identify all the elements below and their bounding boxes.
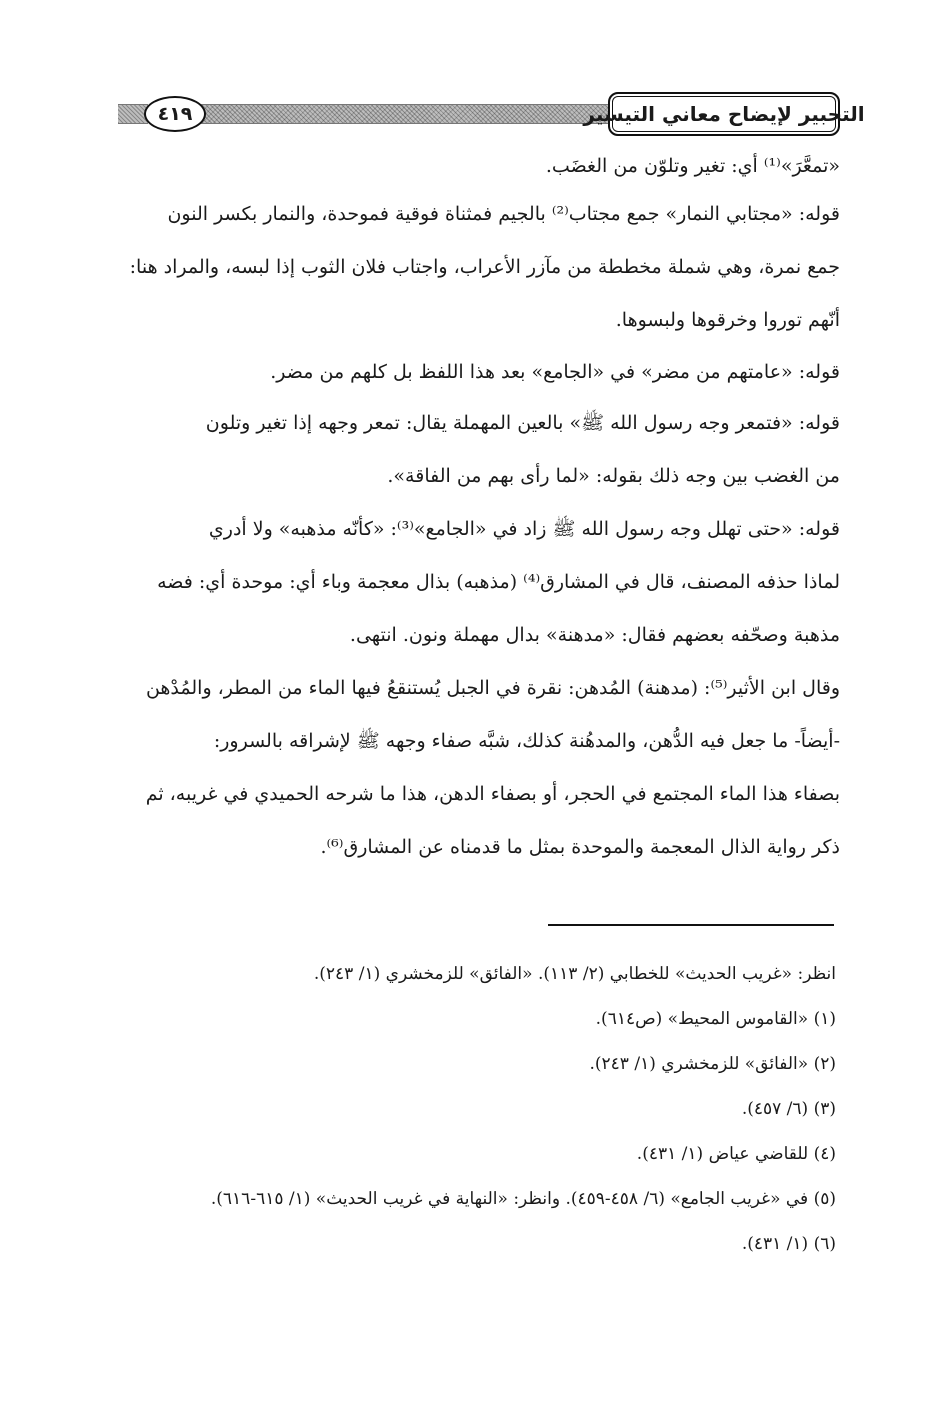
footnote-item: (٥) في «غريب الجامع» (٦/ ٤٥٨-٤٥٩). وانظر: «النهاية في غريب الحديث» (١/ ٦١٥-٦١٦). <box>210 1189 836 1209</box>
text-line: قوله: «عامتهم من مضر» في «الجامع» بعد هذا اللفظ بل كلهم من مضر. <box>270 361 840 383</box>
page-header <box>118 92 865 136</box>
footnote-item: (٦) (١/ ٤٣١). <box>741 1234 836 1254</box>
paragraph-1 <box>116 140 840 193</box>
text-line: بصفاء هذا الماء المجتمع في الحجر، أو بصفاء الدهن، هذا ما شرحه الحميدي في غريبه، ثم <box>145 783 840 805</box>
footnote-item: انظر: «غريب الحديث» للخطابي (٢/ ١١٣). «الفائق» للزمخشري (١/ ٢٤٣). <box>313 964 836 984</box>
book-title-frame <box>583 92 865 136</box>
page-number: ٤١٩ <box>157 103 193 125</box>
text-line: قوله: «مجتابي النمار» جمع مجتاب⁽²⁾ بالجيم فمثناة فوقية فموحدة، والنمار بكسر النون <box>167 203 840 225</box>
footnote-item: (٣) (٦/ ٤٥٧). <box>741 1099 836 1119</box>
text-line: أنّهم توروا وخرقوها ولبسوها. <box>615 309 840 331</box>
book-title: التحبير لإيضاح معاني التيسير <box>583 102 865 126</box>
footnote-item: (٤) للقاضي عياض (١/ ٤٣١). <box>636 1144 836 1164</box>
text-line: من الغضب بين وجه ذلك بقوله: «لما رأى بهم من الفاقة». <box>387 465 840 487</box>
text-line: جمع نمرة، وهي شملة مخططة من مآزر الأعراب، واجتاب فلان الثوب إذا لبسه، والمراد هنا: <box>129 256 840 278</box>
text-line: لماذا حذفه المصنف، قال في المشارق⁽⁴⁾ (مذهبه) بذال معجمة وباء أي: موحدة أي: فضه <box>157 571 840 593</box>
paragraph-2 <box>116 188 840 347</box>
text-line: مذهبة وصحّفه بعضهم فقال: «مدهنة» بدال مهملة ونون. انتهى. <box>349 624 840 646</box>
paragraph-6 <box>116 662 840 874</box>
text-line: «تمعَّرَ»⁽¹⁾ أي: تغير وتلوّن من الغضَب. <box>545 155 840 177</box>
footnote-separator <box>548 924 834 926</box>
paragraph-4 <box>116 397 840 503</box>
paragraph-3 <box>116 346 840 399</box>
header-ornament-band <box>198 104 610 124</box>
page-number-oval <box>144 96 206 132</box>
footnotes <box>116 952 836 1267</box>
paragraph-5 <box>116 503 840 662</box>
footnote-item: (١) «القاموس المحيط» (ص٦١٤). <box>595 1009 836 1029</box>
footnote-item: (٢) «الفائق» للزمخشري (١/ ٢٤٣). <box>589 1054 836 1074</box>
text-line: قوله: «حتى تهلل وجه رسول الله ﷺ زاد في «الجامع»⁽³⁾: «كأنّه مذهبه» ولا أدري <box>208 518 840 540</box>
text-line: -أيضاً- ما جعل فيه الدُّهن، والمدهُنة كذلك، شبَّه صفاء وجهه ﷺ لإشراقه بالسرور: <box>213 730 840 752</box>
text-line: ذكر رواية الذال المعجمة والموحدة بمثل ما قدمناه عن المشارق⁽⁶⁾. <box>320 836 840 858</box>
text-line: قوله: «فتمعر وجه رسول الله ﷺ» بالعين المهملة يقال: تمعر وجهه إذا تغير وتلون <box>205 412 840 434</box>
text-line: وقال ابن الأثير⁽⁵⁾: (مدهنة) المُدهن: نقرة في الجبل يُستنقعُ فيها الماء من المطر، والمُدْهن <box>145 677 840 699</box>
